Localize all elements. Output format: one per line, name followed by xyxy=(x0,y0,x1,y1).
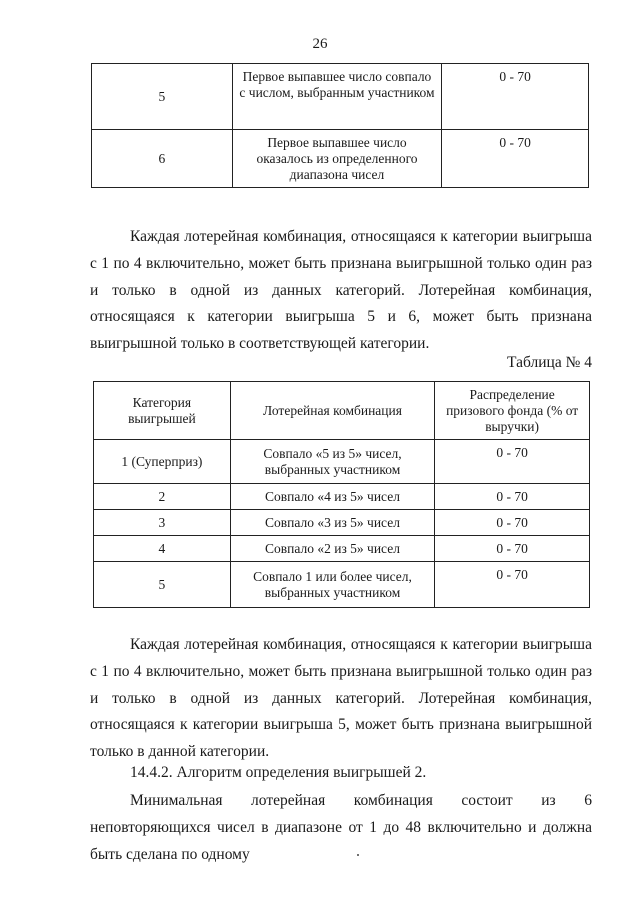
paragraph-minimal-combination: Минимальная лотерейная комбинация состоит из 6 неповторяющихся чисел в диапазоне от 1 до 48 включительно и должна быть сделана по одному xyxy=(90,792,592,863)
value-cell: 0 - 70 xyxy=(442,130,589,188)
combination-cell: Совпало «4 из 5» чисел xyxy=(230,484,434,510)
table-caption: Таблица № 4 xyxy=(507,354,592,371)
paragraph-categories-1-6: Каждая лотерейная комбинация, относящаяся к категории выигрыша с 1 по 4 включительно, может быть признана выигрышной только один раз и только в одной из данных категорий. Лотерейная комбинация, относящаяся к категории выигрыша 5 и 6, может быть признана выигрышной только в соответствующей категории. xyxy=(90,228,592,353)
value-cell: 0 - 70 xyxy=(435,510,590,536)
value-cell: 0 - 70 xyxy=(435,440,590,484)
value-cell: 0 - 70 xyxy=(435,562,590,608)
category-cell: 6 xyxy=(92,130,233,188)
table-row xyxy=(94,510,590,536)
category-cell: 5 xyxy=(94,562,231,608)
table-row xyxy=(92,64,589,130)
description-cell: Первое выпавшее число оказалось из определенного диапазона чисел xyxy=(232,130,442,188)
value-cell: 0 - 70 xyxy=(435,536,590,562)
table-4 xyxy=(93,381,590,608)
combination-cell: Совпало «5 из 5» чисел, выбранных участником xyxy=(230,440,434,484)
header-combination: Лотерейная комбинация xyxy=(230,382,434,440)
prize-category-table-continued xyxy=(91,63,589,188)
description-cell: Первое выпавшее число совпало с числом, выбранным участником xyxy=(232,64,442,130)
category-cell: 1 (Суперприз) xyxy=(94,440,231,484)
table-row xyxy=(94,440,590,484)
combination-cell: Совпало «3 из 5» чисел xyxy=(230,510,434,536)
category-cell: 2 xyxy=(94,484,231,510)
header-distribution: Распределение призового фонда (% от выручки) xyxy=(435,382,590,440)
combination-cell: Совпало 1 или более чисел, выбранных участником xyxy=(230,562,434,608)
header-category: Категория выигрышей xyxy=(94,382,231,440)
table-header-row xyxy=(94,382,590,440)
paragraph-categories-1-5: Каждая лотерейная комбинация, относящаяся к категории выигрыша с 1 по 4 включительно, может быть признана выигрышной только один раз и только в одной из данных категорий. Лотерейная комбинация, относящаяся к категории выигрыша 5, может быть признана выигрышной только в данной категории. xyxy=(90,636,592,761)
table-row xyxy=(94,484,590,510)
table-row xyxy=(92,130,589,188)
category-cell: 3 xyxy=(94,510,231,536)
scan-speck xyxy=(357,854,359,856)
table-row xyxy=(94,536,590,562)
value-cell: 0 - 70 xyxy=(442,64,589,130)
category-cell: 4 xyxy=(94,536,231,562)
page-number: 26 xyxy=(312,36,328,52)
value-cell: 0 - 70 xyxy=(435,484,590,510)
combination-cell: Совпало «2 из 5» чисел xyxy=(230,536,434,562)
table-row xyxy=(94,562,590,608)
section-heading: 14.4.2. Алгоритм определения выигрышей 2. xyxy=(130,764,427,781)
category-cell: 5 xyxy=(92,64,233,130)
